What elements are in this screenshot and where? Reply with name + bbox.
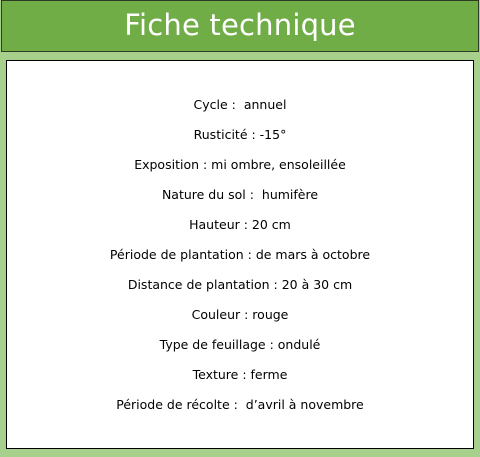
header-bar	[1, 0, 479, 52]
field-hardiness: Rusticité : -15°	[193, 127, 287, 142]
field-soil-type: Nature du sol : humifère	[161, 187, 319, 202]
page-title: Fiche technique	[124, 7, 356, 42]
details-panel	[6, 60, 474, 449]
details-list	[7, 95, 473, 425]
field-harvest-period: Période de récolte : d’avril à novembre	[116, 397, 364, 412]
field-height: Hauteur : 20 cm	[189, 217, 291, 232]
field-planting-period: Période de plantation : de mars à octobre	[109, 247, 371, 262]
field-texture: Texture : ferme	[192, 367, 288, 382]
field-foliage-type: Type de feuillage : ondulé	[159, 337, 321, 352]
field-cycle: Cycle : annuel	[193, 97, 287, 112]
field-exposure: Exposition : mi ombre, ensoleillée	[134, 157, 346, 172]
field-planting-distance: Distance de plantation : 20 à 30 cm	[127, 277, 353, 292]
field-color: Couleur : rouge	[191, 307, 289, 322]
